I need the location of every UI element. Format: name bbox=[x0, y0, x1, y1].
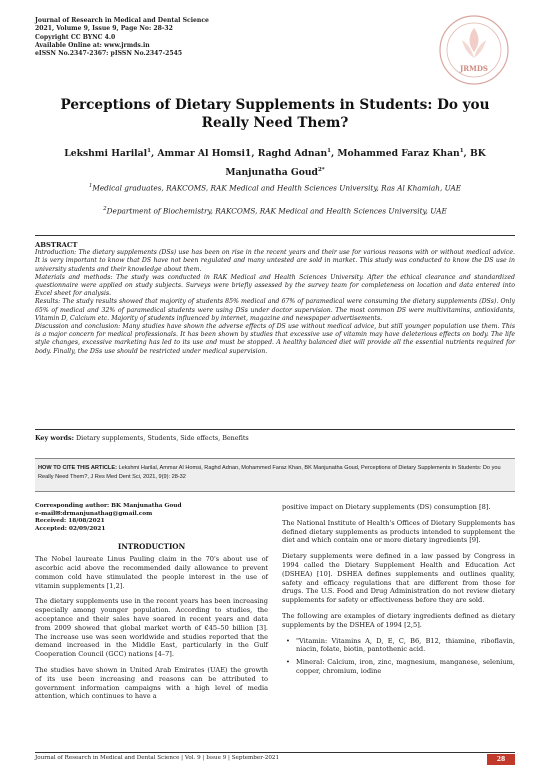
how-to-cite-label: HOW TO CITE THIS ARTICLE: bbox=[38, 465, 117, 471]
volume-line: 2021, Volume 9, Issue 9, Page No: 28-32 bbox=[35, 25, 173, 33]
corresponding-author: Corresponding author: BK Manjunatha Goud bbox=[35, 503, 182, 509]
page-footer bbox=[35, 752, 515, 764]
divider bbox=[35, 235, 515, 236]
keywords-value: Dietary supplements, Students, Side effects, Benefits bbox=[76, 434, 249, 442]
available-line: Available Online at: www.jrmds.in bbox=[35, 41, 150, 49]
paragraph: positive impact on Dietary supplements (DS) consumption [8]. bbox=[282, 503, 491, 511]
page-number: 28 bbox=[487, 754, 515, 765]
journal-header bbox=[35, 17, 335, 58]
correspondence-block bbox=[35, 503, 268, 533]
divider bbox=[35, 429, 515, 430]
abstract-heading: ABSTRACT bbox=[35, 241, 78, 249]
keywords-label: Key words: bbox=[35, 434, 74, 442]
section-heading-introduction: INTRODUCTION bbox=[117, 542, 186, 552]
journal-name: Journal of Research in Medical and Dental Science bbox=[35, 17, 209, 24]
how-to-cite-text: Lekshmi Harilal, Ammar Al Homsi, Raghd Adnan, Mohammed Faraz Khan, BK Manjunatha Goud, Perceptions of Dietary Supplements in Students: Do you Really Need Them?, J Res Med Dent Sci, 2021, 9(9): 28-32 bbox=[38, 465, 501, 481]
abstract-discussion: Discussion and conclusion: Many studies have shown the adverse effects of DS use without medical advice, but still younger population use them. This is a major concern for medical professionals. It has been shown by studies that excessive use of vitamin may have deleterious effects on body. The life style changes, excessive marketing has led to its use and must be stopped. A healthy balanced diet will provide all the essential nutrients required for body. Finally, the DSs use should be restricted under medical supervision. bbox=[35, 323, 515, 355]
abstract-results: Results: The study results showed that majority of students 85% medical and 67% of paramedical were consuming the dietary supplements (DSs). Only 65% of medical and 32% of paramedical students were using DSs under doctor supervision. The most common DS were multivitamins, antioxidants, Vitamin D, Calcium etc. Majority of students influenced by internet, magazine and newspaper advertisements. bbox=[35, 298, 515, 322]
journal-seal-logo bbox=[438, 14, 510, 86]
left-column bbox=[35, 503, 268, 708]
bullet-list bbox=[282, 637, 515, 676]
paragraph: The Nobel laureate Linus Pauling claim in the 70's about use of ascorbic acid above the recommended daily allowance to prevent common cold have stimulated the people interest in the use of vitamin supplements [1,2]. bbox=[35, 555, 268, 590]
author-name: BK Manjunatha Goud bbox=[225, 148, 486, 179]
issn-line: eISSN No.2347-2367: pISSN No.2347-2545 bbox=[35, 50, 183, 58]
affiliation-2: $^2$Department of Biochemistry, RAKCOMS, RAK Medical and Health Sciences University, UAE bbox=[103, 206, 447, 216]
keywords bbox=[35, 434, 515, 442]
author-email: e-mail✉:drmanjunathag@gmail.com bbox=[35, 510, 153, 517]
author-name: Ammar Al Homsi1 bbox=[157, 148, 252, 160]
paragraph: The dietary supplements use in the recent years has been increasing especially among younger population. According to studies, the acceptance and their sales have soared in recent years and data from 2009 showed that global market worth of €45–50 billion [3]. The increase use was seen worldwide and studies reported that the demand increased in the Middle East, particularly in the Gulf Cooperation Council (GCC) nations [4–7]. bbox=[35, 597, 268, 659]
list-item: • "Vitamin: Vitamins A, D, E, C, B6, B12, thiamine, riboflavin, niacin, folate, biotin, pantothenic acid. bbox=[296, 637, 515, 655]
affiliation-1: $^1$Medical graduates, RAKCOMS, RAK Medical and Health Sciences University, Ras Al Khamiah, UAE bbox=[88, 183, 462, 193]
paragraph: The following are examples of dietary ingredients defined as dietary supplements by the DSHEA of 1994 [2,5]. bbox=[282, 611, 515, 629]
right-column bbox=[282, 503, 515, 680]
author-name: Lekshmi Harilal bbox=[64, 148, 148, 160]
author-list: Lekshmi Harilal$^1$, Ammar Al Homsi1, Raghd Adnan$^1$, Mohammed Faraz Khan$^1$, BK Manjunatha Goud$^{2*}$ bbox=[64, 148, 486, 179]
how-to-cite-box bbox=[35, 458, 515, 492]
abstract-section bbox=[35, 241, 515, 356]
author-name: Mohammed Faraz Khan bbox=[337, 148, 460, 160]
svg-text:JRMDS: JRMDS bbox=[459, 64, 489, 73]
footer-text: Journal of Research in Medical and Dental Science | Vol. 9 | Issue 9 | September-2021 bbox=[35, 755, 279, 761]
paragraph: Dietary supplements were defined in a law passed by Congress in 1994 called the Dietary Supplement Health and Education Act (DSHEA) [10]. DSHEA defines supplements and outlines quality, safety and efficacy regulations that are different from those for drugs. The U.S. Food and Drug Administration do not review dietary supplements for safety or effectiveness before they are sold. bbox=[282, 552, 515, 605]
paper-title: Perceptions of Dietary Supplements in Students: Do you Really Need Them? bbox=[60, 97, 490, 131]
paragraph: The National Institute of Health's Offices of Dietary Supplements has defined dietary supplements as products intended to supplement the diet and which contain one or more dietary ingredients [9]. bbox=[282, 518, 515, 545]
copyright-line: Copyright CC BYNC 4.0 bbox=[35, 33, 116, 41]
list-item: • Mineral: Calcium, iron, zinc, magnesium, manganese, selenium, copper, chromium, iodine bbox=[296, 658, 515, 676]
abstract-introduction: Introduction: The dietary supplements (DSs) use has been on rise in the recent years and their use for various reasons with or without medical advice. It is very important to know that DS have not been regulated and many untested are sold in market. This study was conducted to know the DS use in university students and their knowledge about them. bbox=[35, 249, 515, 273]
paragraph: The studies have shown in United Arab Emirates (UAE) the growth of its use been increasing and reasons can be attributed to government information campaigns with a high level of media attention, which continues to have a bbox=[35, 665, 268, 701]
received-date: Received: 18/08/2021 bbox=[35, 518, 105, 525]
abstract-methods: Materials and methods: The study was conducted in RAK Medical and Health Sciences University. After the ethical clearance and standardized questionnaire were applied on study subjects. Surveys were briefly assessed by the survey team for completeness on location and data entered into Excel sheet for analysis. bbox=[35, 273, 515, 298]
accepted-date: Accepted: 02/09/2021 bbox=[35, 525, 106, 532]
author-name: Raghd Adnan bbox=[257, 148, 328, 160]
